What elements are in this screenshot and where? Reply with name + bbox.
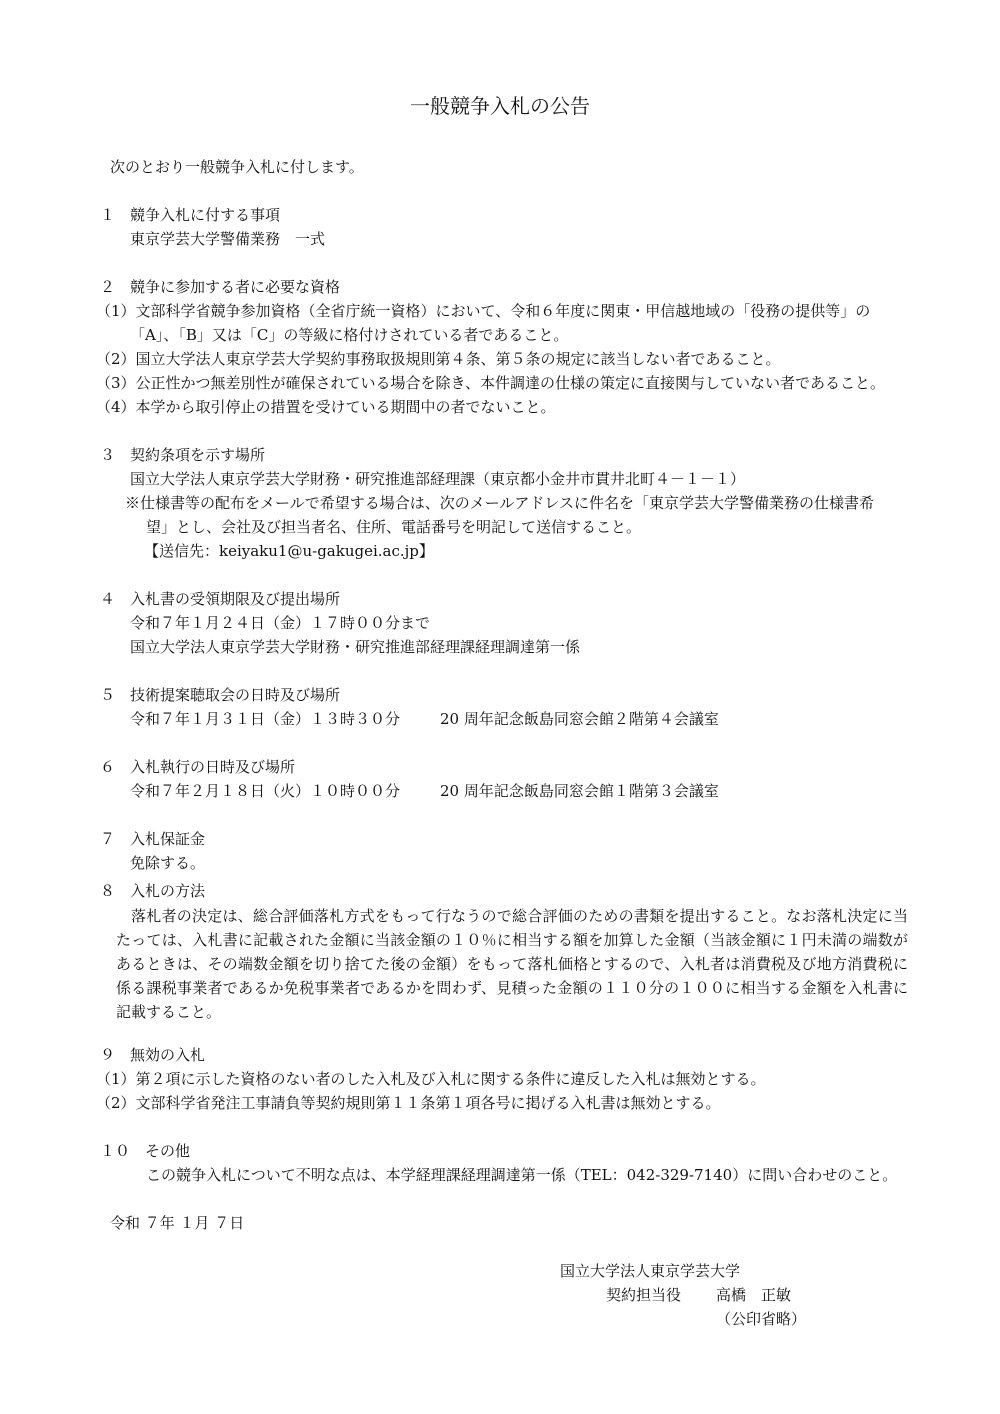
section-3-heading: ３ 契約条項を示す場所 (100, 446, 266, 464)
page-title: 一般競争入札の公告 (410, 94, 590, 118)
section-4-heading: ４ 入札書の受領期限及び提出場所 (100, 590, 341, 608)
section-5-datetime: 令和７年１月３１日（金）１３時３０分 (130, 710, 401, 728)
section-8-body: 落札者の決定は、総合評価落札方式をもって行なうので総合評価のための書類を提出すること。なお落札決定に当たっては、入札書に記載された金額に当該金額の１０％に相当する額を加算した金額（当該金額に１円未満の端数があるときは、その端数金額を切り捨てた後の金額）をもって落札価格とするので、入札者は消費税及び地方消費税に係る課税事業者であるか免税事業者であるかを問わず、見積った金額の１１０分の１００に相当する金額を入札書に記載すること。 (116, 907, 908, 1021)
section-7-line: 免除する。 (130, 854, 206, 872)
section-4-line-2: 国立大学法人東京学芸大学財務・研究推進部経理課経理調達第一係 (130, 638, 581, 656)
section-10-line: この競争入札について不明な点は、本学経理課経理調達第一係（TEL：042-329-7140）に問い合わせのこと。 (146, 1166, 898, 1184)
section-2-item-3: （3）公正性かつ無差別性が確保されている場合を除き、本件調達の仕様の策定に直接関与していない者であること。 (96, 374, 885, 392)
document-date: 令和 ７年 １月 ７日 (110, 1214, 245, 1232)
section-4-line-1: 令和７年１月２４日（金）１７時００分まで (130, 614, 431, 632)
section-5-place: 20 周年記念飯島同窓会館２階第４会議室 (440, 710, 719, 728)
signature-role: 契約担当役 (606, 1286, 682, 1304)
section-2-item-4: （4）本学から取引停止の措置を受けている期間中の者でないこと。 (96, 398, 556, 416)
section-10-heading: １０ その他 (100, 1142, 191, 1160)
section-1-heading: １ 競争入札に付する事項 (100, 206, 281, 224)
section-2-heading: ２ 競争に参加する者に必要な資格 (100, 278, 341, 296)
section-3-note-1: ※仕様書等の配布をメールで希望する場合は、次のメールアドレスに件名を「東京学芸大学警備業務の仕様書希 (125, 494, 874, 512)
section-3-email: 【送信先：keiyaku1@u-gakugei.ac.jp】 (144, 542, 434, 560)
section-8-heading: ８ 入札の方法 (100, 882, 206, 900)
section-3-note-2: 望」とし、会社及び担当者名、住所、電話番号を明記して送信すること。 (146, 518, 642, 536)
section-9-item-2: （2）文部科学省発注工事請負等契約規則第１１条第１項各号に掲げる入札書は無効とする。 (96, 1094, 721, 1112)
section-1-line: 東京学芸大学警備業務 一式 (130, 230, 326, 248)
section-6-heading: ６ 入札執行の日時及び場所 (100, 758, 296, 776)
section-6-place: 20 周年記念飯島同窓会館１階第３会議室 (440, 782, 719, 800)
section-5-heading: ５ 技術提案聴取会の日時及び場所 (100, 686, 341, 704)
intro-text: 次のとおり一般競争入札に付します。 (110, 158, 364, 176)
section-9-heading: ９ 無効の入札 (100, 1046, 206, 1064)
section-6-datetime: 令和７年２月１８日（火）１０時００分 (130, 782, 401, 800)
signature-org: 国立大学法人東京学芸大学 (560, 1262, 741, 1280)
section-7-heading: ７ 入札保証金 (100, 830, 206, 848)
signature-name: 高橋 正敏 (716, 1286, 792, 1304)
section-9-item-1: （1）第２項に示した資格のない者のした入札及び入札に関する条件に違反した入札は無効とする。 (96, 1070, 766, 1088)
section-3-line: 国立大学法人東京学芸大学財務・研究推進部経理課（東京都小金井市貫井北町４－１－１） (130, 470, 746, 488)
signature-seal-note: （公印省略） (716, 1310, 807, 1328)
section-2-item-1a: （1）文部科学省競争参加資格（全省庁統一資格）において、令和６年度に関東・甲信越地域の「役務の提供等」の (96, 302, 871, 320)
section-2-item-1b: 「A」、「B」又は「C」の等級に格付けされている者であること。 (130, 326, 569, 344)
section-2-item-2: （2）国立大学法人東京学芸大学契約事務取扱規則第４条、第５条の規定に該当しない者であること。 (96, 350, 781, 368)
